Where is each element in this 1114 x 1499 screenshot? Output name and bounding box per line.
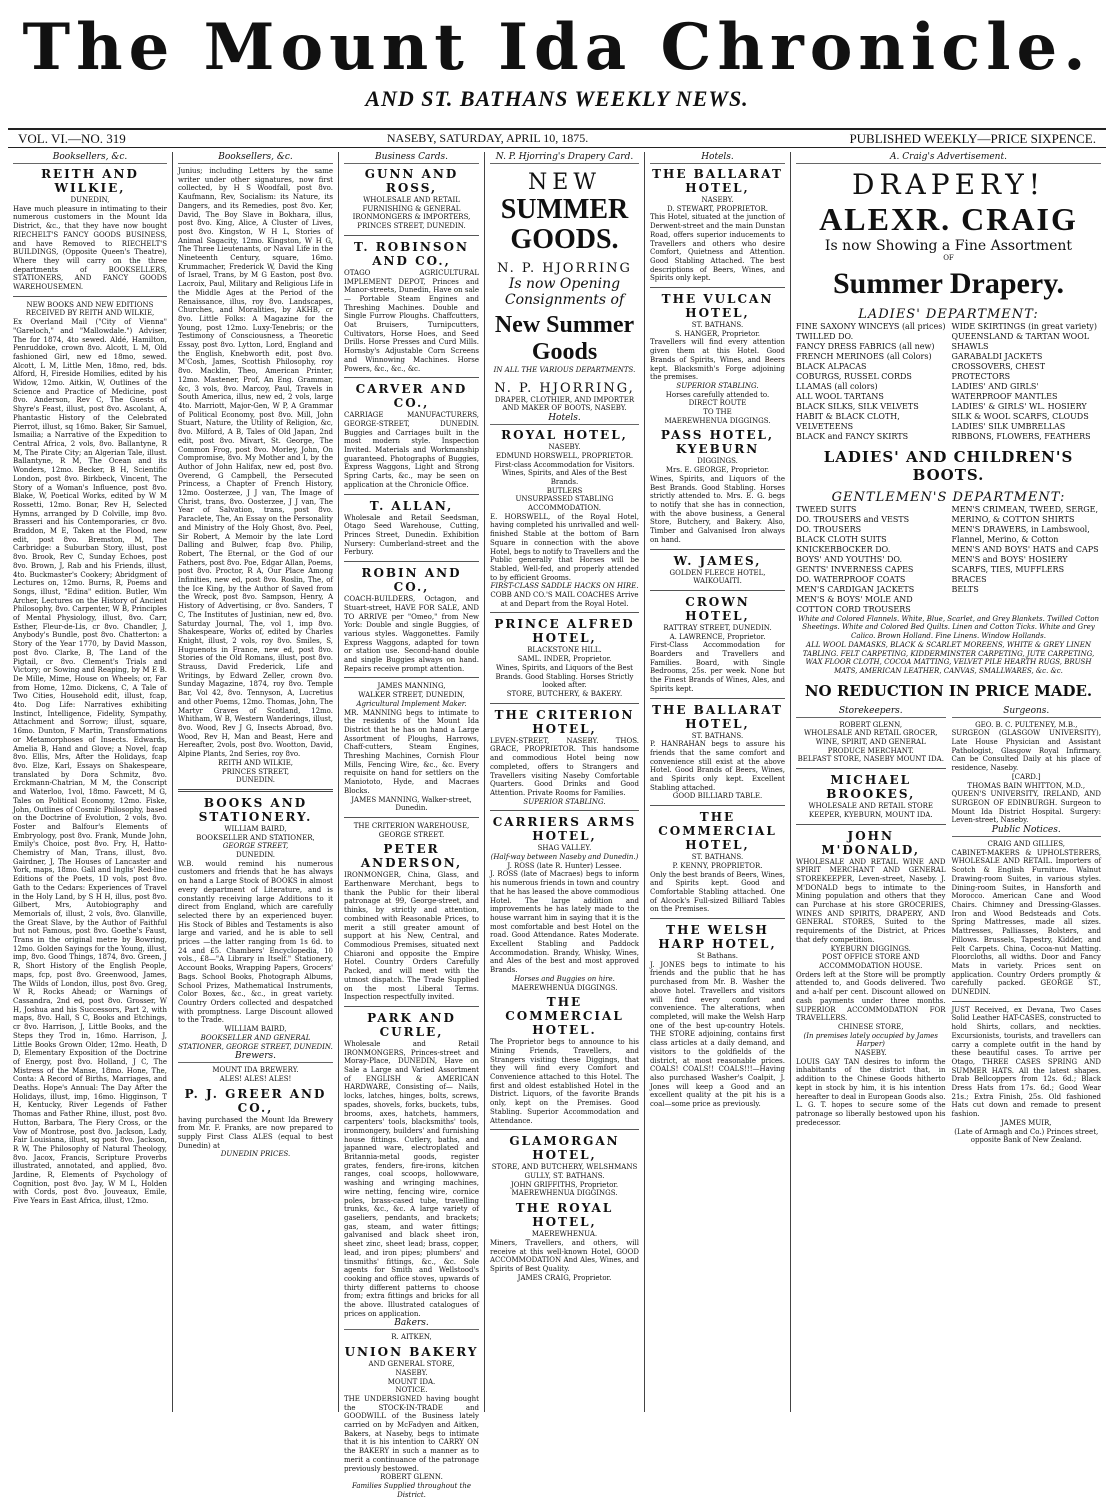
ad-body: Travellers will find every attention given them at this Hotel. Good Brands of Spirits, Wines, and Beers kept. Blacksmith's Forge adjoining the premises. — [650, 338, 785, 382]
advertiser-name: THE COMMERCIAL HOTEL. — [505, 995, 624, 1038]
department-heading: LADIES' DEPARTMENT: — [858, 306, 1039, 322]
advertiser-place: ST. BATHANS. — [691, 321, 744, 330]
advertiser-name: CRAIG AND GILLIES, — [987, 840, 1066, 849]
column-1 — [8, 152, 173, 1412]
advertiser-name: R. AITKEN, — [391, 1333, 432, 1342]
ad-footer: STORE, BUTCHERY, & BAKERY. — [506, 689, 623, 698]
ad-body: Orders left at the Store will be promptly attended to, and Goods delivered. Two and a-half per cent. Discount allowed on cash payments under three months. SUPERIOR ACCOMMODATION FOR TRAVELLERS. — [796, 970, 946, 1023]
ad-body: IRONMONGER, China, Glass, and Earthenware Merchant, begs to thank the Public for their liberal patronage at 99, George-street, and thinks, by strictly and attention, combined with Reasonable Prices, to merit a still greater amount of support at his New, Central, and Commodious Premises, situated next Chiaroni and opposite the Empire Hotel. Country Orders Carefully Packed, and will meet with the utmost dispatch. The Trade Supplied on the most Liberal Terms. Inspection respectfully invited. — [344, 871, 479, 1002]
ad-body: having purchased the Mount Ida Brewery from Mr. F. Franks, are now prepared to supply First Class ALES (equal to best Dunedin) at — [178, 1115, 333, 1150]
ad-body: The Proprietor begs to announce to his Mining Friends, Travellers, and Strangers visiting these Diggings, that they will find every Comfort and Convenience attached to this Hotel. The first and oldest established Hotel in the District. Liquors, of the favorite Brands only, kept on the Premises. Good Stabling. Superior Accommodation and Attendance. — [490, 1038, 639, 1125]
ad-body: QUEEN'S UNIVERSITY, IRELAND, AND SURGEON OF EDINBURGH. Surgeon to Mount Ida District Hospital. Surgery: Leven-street, Naseby. — [951, 790, 1101, 825]
advertiser-street: PRINCES STREET, — [221, 767, 290, 776]
ad-body: ALL WOOL DAMASKS, BLACK & SCARLET MOREENS, WHITE & GREY LINEN TABLING. FELT CARPETING, KIDDERMINSTER CARPETING, JUTE CARPETING, WAX FLOOR CLOTH, COCOA MATTING, VELVET PILE HEARTH RUGS, BRUSH MATS, AMERICAN LEATHER, CANVAS, SMALLWARES, &c. &c. — [802, 640, 1095, 675]
advertiser-name: CROWN HOTEL, — [685, 594, 750, 623]
ad-subheading: Is now Showing a Fine Assortment — [824, 238, 1073, 254]
section-heading: Storekeepers. — [796, 706, 946, 718]
section-heading: Hotels. — [650, 152, 785, 164]
ad-title: BOOKS AND STATIONERY. — [198, 795, 313, 824]
advertiser-name: PETER ANDERSON, — [360, 842, 463, 871]
ad-footer: GOOD BILLIARD TABLE. — [672, 792, 763, 801]
advertiser-name: PASS HOTEL, KYEBURN — [660, 428, 775, 457]
advertiser-name: W. JAMES, — [673, 553, 762, 568]
advertiser-signature: WILLIAM BAIRD, — [224, 1025, 287, 1034]
section-heading: Booksellers, &c. — [178, 152, 333, 164]
storekeepers-column — [796, 706, 946, 1145]
ad-body: CABINET-MAKERS & UPHOLSTERERS, WHOLESALE AND RETAIL. Importers of Scotch & English Furniture. Walnut Drawing-room Suites, in various styles. Dining-room Suites, in Hansforth and Morocco. American Cane and Wood Chairs. Chimney and Dressing-Glasses. Iron and Wood Bedsteads and Cots. Spring Mattresses, made all sizes. Mattresses, Palliasses, Bolsters, and Pillows. Brussels, Tapestry, Kidder, and Felt Carpets. China, Cocoa-nut Matting. Floorcloths, all widths. Door and Fancy Mats in variety. Prices sent on application. Country Orders promptly & carefully packed. GEORGE ST., DUNEDIN. — [951, 848, 1101, 997]
ad-subheading: OF — [943, 254, 954, 262]
ad-body: This Hotel, situated at the junction of Derwent-street and the main Dunstan Road, offers superior inducements to Travellers and others who desire Comfort, Quietness and Attention. Good Stabling Attached. The best descriptions of Beers, Wines, and Spirits only kept. — [650, 213, 785, 283]
notice-title: NOTICE. — [395, 1386, 428, 1395]
advertiser-place: ST. BATHANS. — [691, 731, 744, 740]
ad-body: STORE, AND BUTCHERY, WELSHMANS GULLY, ST. BATHANS. — [491, 1163, 638, 1180]
advertiser-trade: DRAPER, CLOTHIER, AND IMPORTER AND MAKER OF BOOTS, NASEBY. — [494, 395, 635, 413]
advertiser-name: THE CRITERION HOTEL, — [494, 707, 635, 736]
advertiser-street: WALKER STREET, DUNEDIN, — [358, 691, 465, 700]
ad-body: P. HANRAHAN begs to assure his friends that the same comfort and convenience still exist at the above Hotel. Good Brands of Beers, Wines, and Spirits only kept. Excellent Stabling attached. — [650, 740, 785, 792]
newspaper-subtitle: AND ST. BATHANS WEEKLY NEWS. — [365, 86, 749, 111]
advertiser-signature: ROBERT GLENN. — [380, 1473, 443, 1482]
advertiser-name: ROBERT GLENN, — [839, 720, 903, 729]
headline-drapery: DRAPERY! — [852, 168, 1045, 201]
advertiser-name: THE WELSH HARP HOTEL, — [658, 923, 777, 952]
proprietor: S. HANGER, Proprietor. — [674, 329, 760, 338]
advertiser-place: RATTRAY STREET, DUNEDIN. — [663, 623, 772, 632]
ad-body: LOUIS GAY TAN desires to inform the inhabitants of the district that, in addition to the Chinese Goods hitherto kept in stock by him, it is his intention hereafter to deal in European Goods also. L. G. T. hopes to secure some of the patronage so liberally bestowed upon his predecessor. — [796, 1057, 946, 1127]
item-list-left: TWEED SUITS DO. TROUSERS and VESTS DO. TROUSERS BLACK CLOTH SUITS KNICKERBOCKER DO. BOYS' AND YOUTHS' DO. GENTS' INVERNESS CAPES DO. WATERPROOF COATS MEN'S CARDIGAN JACKETS MEN'S & BOYS' MOLE AND COTTON CORD TROUSERS — [796, 504, 915, 614]
ad-footer: DUNEDIN PRICES. — [220, 1150, 291, 1159]
advertiser-name: CARVER AND CO., — [355, 382, 468, 411]
proprietor: EDMUND HORSWELL, PROPRIETOR. — [495, 451, 634, 460]
advertiser-name: PARK AND CURLE, — [367, 1010, 456, 1039]
advertiser-name: GEO. B. C. PULTENEY, M.B., — [975, 720, 1078, 729]
section-heading: Booksellers, &c. — [13, 152, 167, 164]
advertiser-street: GEORGE STREET, — [222, 842, 289, 851]
item-list-left: FINE SAXONY WINCEYS (all prices) TWILLED DO. FANCY DRESS FABRICS (all new) FRENCH MERINOES (all Colors) BLACK ALPACAS COBURGS, RUSSEL CORDS LLAMAS (all colors) ALL WOOL TARTANS BLACK SILKS, SILK VELVETS HABIT & BLACK CLOTH, VELVETEENS BLACK and FANCY SKIRTS — [796, 321, 946, 441]
advertiser-city: DUNEDIN. — [235, 776, 276, 785]
advertiser-name: CARRIERS ARMS HOTEL, — [492, 815, 637, 844]
ad-body: First-Class Accommodation for Boarders and Travellers and Families. Board, with Single Bedrooms, 25s. per week. None but the Finest Brands of Wines, Ales, and Spirits kept. — [650, 641, 785, 693]
advertiser-place: WAIKOUAITI. — [693, 577, 742, 586]
ad-title: MOUNT IDA BREWERY. — [212, 1066, 299, 1075]
ad-subheading: KYEBURN DIGGINGS. — [830, 944, 911, 953]
advertiser-place: St Bathans. — [697, 952, 738, 961]
ad-subheading: BUTLERS — [546, 486, 583, 495]
ad-body: E. HORSWELL, of the Royal Hotel, having completed his unrivalled and well-finished Stable at the bottom of Barn Square in connection with the above Hotel, begs to notify to Travellers and the Public generally that Horses will be Stabled, Well-fed, and properly attended to by efficient Grooms. — [490, 512, 639, 582]
advertiser-name: JOHN M'DONALD, — [821, 828, 921, 857]
department-heading: GENTLEMEN'S DEPARTMENT: — [831, 489, 1066, 505]
ad-subheading: TO THE — [703, 408, 732, 417]
advertiser-name: WILLIAM BAIRD, — [224, 824, 287, 833]
column-6 — [791, 152, 1106, 1412]
advertiser-trade: BOOKSELLER AND STATIONER, — [196, 833, 315, 842]
advertiser-name: POST OFFICE STORE AND ACCOMMODATION HOUSE. — [819, 953, 923, 970]
ad-body: WHOLESALE AND RETAIL FURNISHING & GENERAL IRONMONGERS & IMPORTERS, PRINCES STREET, DUNEDIN. — [352, 196, 471, 231]
advertiser-name: ROBIN AND CO., — [361, 566, 462, 595]
ad-footer: Families Supplied throughout the District. — [351, 1481, 472, 1499]
advertiser-name: MICHAEL BROOKES, — [826, 773, 916, 802]
advertiser-name: P. J. GREER AND CO., — [184, 1086, 327, 1115]
headline-new-summer-goods: New Summer Goods — [494, 312, 635, 365]
advertiser-name: GUNN AND ROSS, — [364, 167, 459, 195]
advertiser-name: THE ROYAL HOTEL, — [515, 1201, 614, 1230]
ad-body: White and Colored Flannels. White, Blue, Scarlet, and Grey Blankets. Twilled Cotton Sheetings. White and Colored Bed Quilts. Linen and Cotton Ticks. White and Grey Calico. Brown Holland. Fine Linens. Window Hollands. — [798, 614, 1099, 641]
advertiser-place: DUNEDIN, — [70, 196, 110, 204]
advertiser-name: THE VULCAN HOTEL, — [661, 292, 774, 321]
advertiser-place: GOLDEN FLEECE HOTEL, — [669, 568, 766, 577]
advertiser-name: REITH AND WILKIE, — [41, 167, 139, 195]
advertiser-name: N. P. HJORRING, — [494, 380, 635, 396]
ad-subheading: SUPERIOR STABLING. — [676, 381, 759, 390]
advertiser-name: T. ALLAN, — [369, 498, 454, 513]
advertiser-place: NASEBY. — [548, 443, 581, 452]
ad-body: COBB AND CO.'S MAIL COACHES Arrive at and Depart from the Royal Hotel. — [490, 591, 639, 608]
advertiser-place: NASEBY. — [395, 1368, 428, 1377]
surgeons-column — [952, 706, 1102, 1145]
ad-subheading: (Half-way between Naseby and Dunedin.) — [490, 853, 639, 862]
ad-body: JUST Received, ex Devana, Two Cases Solid Leather HAT-CASES, constructed to hold Shirts, collars, and neckties. Excursionists, tourists, and travellers can carry a complete outfit in the hand by these beautiful cases. To arrive per Otago, THREE CASES SPRING AND SUMMER HATS. All the latest shapes. Drab Bellcoppers from 12s. 6d.; Black Dress Hats from 17s. 6d.; Good Wear 21s.; Extra Finish, 25s. Old fashioned Hats cut down and remade to present fashion. — [951, 1005, 1101, 1119]
ad-footer: SUPERIOR STABLING. — [523, 797, 606, 806]
advertiser-signature-detail: (Late of Armagh and Co.) Princes street, opposite Bank of New Zealand. — [954, 1127, 1099, 1145]
column-4 — [485, 152, 645, 1412]
ad-subheading: ALES! ALES! ALES! — [219, 1074, 292, 1083]
proprietor: P. KENNY, PROPRIETOR. — [672, 861, 763, 870]
advertiser-place: MOUNT IDA. — [387, 1377, 436, 1386]
ad-body: Miners, Travellers, and others, will receive at this well-known Hotel, GOOD ACCOMMODATION And Ales, Wines, and Spirits of Best Quality. — [490, 1238, 639, 1273]
book-list: Ex Overland Mail ("City of Vienna" "Gareloch," and "Mallowdale.") Adviser, The for 1874, 4to sewed. Aldé, Hamilton, Penruddoke, crown 8vo. Alcott, L M, Old fashioned Girl, new ed 18mo, sewed. Alcott, L M, Little Men, 18mo, red, bds. Alford, H, Fireside Homilies, edited by his Widow, 12mo. Aitkin, W, Outlines of the Science and Practice of Medicine, post 8vo. Anderson, Rev C, The Guests of Shyre's Feast, illust, post 8vo. Ascolant, A, Phantastic History of the Celebrated Pierrot, illust, sq 16mo. Baker, Sir Samuel, Ismailia; a Narrative of the Expedition to Central Africa, 2 vols, 8vo. Ballantyne, R M, The Pirate City; an Algerian Tale, illust. Ballantyne, R M, The Ocean and its Wonders, 12mo. Becker, B H, Scientific London, post 8vo. Birkbeck, Vincent, The Story of a Woman's Influence, post 8vo. Blake, W, Poetical Works, edited by W M Rossetti, 12mo. Bonar, Rev H, Selected Hymns, arranged by D Colville, imp 8vo. Brasseri and his Contemporaries, cr 8vo. Braddon, M E, Taken at the Flood, new edit, post 8vo. Bremston, M, The Carbridge: a Suburban Story, illust, post 8vo. Brook, Rev C, Sunday Echoes, post 8vo. Brown, J, Rab and his Friends, illust, 4to. Buckmaster's Cookery; Abridgment of Lectures on, 12mo. Burns, R, Poems and Songs, illust, "Edina" edition. Butler, Wm Archer, Lectures on the History of Ancient Philosophy, 8vo. Carpenter, W B, Principles of Mental Physiology, illust, 8vo. Carr, Esther, Fleur-de-Lis, cr 8vo. Chandler, J, Anybody's Bundle, post 8vo. Chatterton: a Story of the Year 1770, by David Masson, post 8vo. Clarke, B, The Land of the Pigtail, cr 8vo. Clement's Trials and Victory; or Sowing and Reaping, by M E B. De Mille, Mime, House on Wheels; or, Far from Home, 12mo. Dickens, C, A Tale of Two Cities, Household edit, illust, fcap, 4to. Dog Life: Narratives exhibiting Instinct, Intelligence, Fidelity, Sympathy, Attachment and Sorrow; illust, square, 16mo. Dunton, F Martin, Transformations or Metamorphoses of Insects. Edwards, Amelia B, Hand and Glove; a Novel, fcap 8vo. Ellis, Mrs, After the Holidays, fcap 8vo. Elze, Karl, Essays on Shakespeare, translated by Dora Schmitz, 8vo. Erckmann-Chatrian, M M, the Conscript and Waterloo, 1vol, 18mo. Fawcett, M G, Tales on Political Economy, 12mo. Fiske, John, Outlines of Cosmic Philosophy, based on the Doctrine of Evolution, 2 vols, 8vo. Foster and Balfour's Elements of Embryology, post 8vo. Frank, Munde John, Emily's Choice, post 8vo. Fry, H, Hatto-Chemistry of Man, Trans, illust, 8vo. Gairdner, J, The Houses of Lancaster and York, maps, 18mo. Gall and Inglis' Red-line Editions of the Poets, 1D vols, post 8vo. Gath to the Cedars: Experiences of Travel in the Holy Land, by S H H, illus, post 8vo. Gilbert, Mrs, Autobiography and Memorials of, illust, 2 vols, 8vo. Glanville, the Great Slave, by the Author of Faithful but not Famous, post 8vo. Goethe's Faust, Trans in the original metre by Bowring, 12mo. Golden Sayings for the Young, illust, imp, 8vo. Good Things, 1874, 8vo. Green, J R, Short History of the English People, maps, fcp, post 8vo. Greenwood, James, The Wilds of London, illus, post 8vo. Greg, W R, Rocks Ahead; or Warnings of Cassandra, 2nd ed, post 8vo. Grosser, W H, Joshua and his Successors, Part 2, with maps, 8vo. Hall, S C, Books and Etchings, cr 8vo. Harrison, J, Little Books, and the Steps they Trod in, 16mo. Harrison, J, Little Books Grown Older, 12mo. Heath, D D, Elementary Exposition of the Doctrine of Energy, post 8vo. Holland, J C, The Mistress of the Manse, 18mo. Hone, The, Conta: A Record of Births, Marriages, and Deaths. Hope's Annual: The Day After the Holidays, illust, imp, 16mo. Higginson, T H, Kentucky, River Legends of Father Thomas and Father Rhine, illust, post 8vo. Hutton, Barbara, The Fiery Cross, or the Vow of Montrose, post 8vo. Jackson, Lady, Fair Louisiana, illust, sq post 8vo. Jackson, R W, The Philosophy of Natural Theology, 8vo. Jacox, Francis, Scripture Proverbs illustrated, annotated, and applied, 8vo. Jardine, R, Elements of Psychology of Cognition, post 8vo. Jay, W M L, Holden with Cords, post 8vo. Jouveaux, Emile, Five Years in East Africa, illust, 12mo. — [13, 318, 167, 1206]
advertiser-place: SHAG VALLEY. — [537, 844, 592, 853]
column-3 — [339, 152, 485, 1499]
ad-body: OTAGO AGRICULTURAL IMPLEMENT DEPOT, Princes and Manor-streets, Dunedin, Have on sale— Portable Steam Engines and Threshing Machines. Double and Single Furrow Ploughs. Chaffcutters, Oat Bruisers, Turnipcutters, Cultivators, Horse Hoes, and Seed Drills. Horse Presses and Curd Mills. Hornsby's Adjustable Corn Screens and Winnowing Machines. Horse Powers, &c., &c., &c. — [344, 268, 479, 373]
ad-subheading: UNSURPASSED STABLING ACCOMMODATION. — [515, 495, 614, 513]
section-heading: N. P. Hjorring's Drapery Card. — [490, 152, 639, 164]
advertiser-place: DIGGINGS. — [697, 457, 738, 466]
proprietor: JAMES CRAIG, Proprietor. — [517, 1273, 612, 1282]
ad-body: WHOLESALE AND RETAIL GROCER, WINE, SPIRIT, AND GENERAL PRODUCE MERCHANT. — [803, 729, 938, 755]
advertiser-place: MAEREWHENUA. — [531, 1230, 598, 1239]
ad-body: CARRIAGE MANUFACTURERS, GEORGE-STREET, DUNEDIN. Buggies and Carriages built in the most modern style. Inspection Invited. Materials and Workmanship guaranteed. Photographs of Buggies, Express Waggons, Light and Strong Spring Carts, &c., may be seen on application at the Chronicle Office. — [344, 411, 479, 489]
proprietor: A. LAWRENCE, Proprietor. — [669, 632, 766, 641]
proprietor: JOHN GRIFFITHS, Proprietor. — [510, 1180, 619, 1189]
advertiser-signature: JAMES MANNING, Walker-street, Dunedin. — [351, 795, 472, 813]
ad-subheading: LADIES' AND CHILDREN'S BOOTS. — [823, 447, 1074, 484]
ad-body: COACH-BUILDERS, Octagon, and Stuart-street, HAVE FOR SALE, AND TO ARRIVE per "Omeo," from New York: Double and single Buggies, of various styles. Waggonettes. Family Express Waggons, adapted for town or station use. Second-hand double and single Buggies always on hand. Repairs receive prompt attention. — [344, 595, 479, 673]
section-heading: Brewers. — [178, 1051, 333, 1063]
item-list-right: WIDE SKIRTINGS (in great variety) QUEENSLAND & TARTAN WOOL SHAWLS GARABALDI JACKETS CROSSOVERS, CHEST PROTECTORS LADIES' AND GIRLS' WATERPROOF MANTLES LADIES' & GIRLS' WL. HOSIERY SILK & WOOL SCARFS, CLOUDS LADIES' SILK UMBRELLAS RIBBONS, FLOWERS, FEATHERS — [951, 321, 1097, 441]
volume-number: VOL. VI.—NO. 319 — [18, 130, 126, 146]
ad-subheading: MAEREWHENUA DIGGINGS. — [511, 983, 618, 992]
ad-subheading: IN ALL THE VARIOUS DEPARTMENTS. — [493, 366, 636, 374]
advertiser-name: ALEXR. CRAIG — [819, 201, 1078, 237]
ad-title: UNION BAKERY — [344, 1345, 479, 1360]
ad-body: First-class Accommodation for Visitors. Wines, Spirits, and Ales of the Best Brands. — [494, 460, 635, 486]
ad-body: WHOLESALE AND RETAIL WINE AND SPIRIT MERCHANT AND GENERAL STOREKEEPER, Leven-street, Naseby. J. M'DONALD begs to intimate to the Mining population and others that they can Purchase at his store GROCERIES, WINES AND SPIRITS, DRAPERY, AND GENERAL STORES, Suited to the requirements of the District, at Prices that defy competition. — [796, 857, 946, 944]
advertiser-trade: Agricultural Implement Maker. — [356, 699, 467, 708]
ad-subheading: (In premises lately occupied by James Harper) — [803, 1031, 939, 1049]
section-heading: Public Notices. — [952, 825, 1102, 837]
dateline — [8, 128, 1106, 148]
advertiser-place: BELFAST STORE, NASEBY MOUNT IDA. — [797, 755, 944, 764]
proprietor: D. STEWART, PROPRIETOR. — [666, 204, 768, 213]
advertiser-name: THE BALLARAT HOTEL, — [652, 167, 783, 195]
ad-body: MR. MANNING begs to intimate to the residents of the Mount Ida District that he has on hand a Large Assortment of Ploughs, Harrows, Chaff-cutters, Steam Engines, Threshing Machines, Cornish Flour Mills, Fencing Wire, &c., &c. Every requisite on hand for settlers on the Maniototo, Hyde, and Macraes Blocks. — [344, 708, 479, 795]
section-heading: Hotels. — [490, 413, 639, 425]
ad-body: Only the best brands of Beers, Wines, and Spirits kept. Good and Comfortable Stabling attached. One of Alcock's Full-sized Billiard Tables on the Premises. — [650, 870, 785, 914]
advertiser-signature-detail: BOOKSELLER AND GENERAL STATIONER, GEORGE STREET, DUNEDIN. — [178, 1033, 333, 1051]
ad-body: Wholesale and Retail Seedsman, Otago Seed Warehouse, Cutting, Princes Street, Dunedin. Exhibition Nursery: Cumberland-street and the Ferbury. — [344, 513, 479, 557]
advertiser-name: REITH AND WILKIE, — [217, 758, 294, 767]
ad-body: J. JONES begs to intimate to his friends and the public that he has purchased from Mr. B. Washer the above hotel. Travellers and visitors will find every comfort and convenience. The alterations, when completed, will make the Welsh Harp one of the best up-country Hotels. THE STORE adjoining, contains first class articles at a daily demand, and visitors to the goldfields of the district, at most reasonable prices. COALS! COALS!! COALS!!!—Having also purchased Washer's Coalpit, J. Jones will keep a Good and an excellent quality at the pit his is a coal—some price as previously. — [650, 960, 785, 1109]
sub-columns — [796, 706, 1101, 1145]
section-heading: Surgeons. — [952, 706, 1102, 718]
section-heading: Business Cards. — [344, 152, 479, 164]
headline-summer-drapery: Summer Drapery. — [832, 266, 1065, 300]
ad-subheading: AND GENERAL STORE, — [368, 1360, 455, 1369]
proprietor: J. ROSS (late R. Hunter) Lessee. — [507, 861, 622, 870]
newspaper-title: The Mount Ida Chronicle. — [22, 10, 1092, 85]
advertiser-name: GLAMORGAN HOTEL, — [509, 1134, 620, 1163]
price-line: PUBLISHED WEEKLY—PRICE SIXPENCE. — [849, 130, 1096, 146]
columns — [8, 152, 1106, 1499]
ad-subheading: Is now Opening Consignments of — [504, 276, 625, 308]
item-list-right: MEN'S CRIMEAN, TWEED, SERGE, MERINO, & COTTON SHIRTS MEN'S DRAWERS, in Lambswool, Flannel, Merino, & Cotton MEN'S AND BOYS' HATS and CAPS MEN'S and BOYS' HOSIERY SCARFS, TIES, MUFFLERS BRACES BELTS — [951, 504, 1099, 594]
column-5 — [645, 152, 791, 1412]
advertiser-signature: JAMES MUIR, — [1001, 1118, 1052, 1127]
ad-body: Have much pleasure in intimating to their numerous customers in the Mount Ida District, &c., that they have now bought RIECHELT'S FANCY GOODS BUSINESS, and have Removed to RIECHELT'S BUILDINGS, (Opposite Queen's Theatre), Where they will carry on the three departments of BOOKSELLERS, STATIONERS, AND FANCY GOODS WAREHOUSEMEN. — [13, 204, 167, 292]
ad-body: Wines, Spirits, and Liquors of the Best Brands. Good Stabling. Horses strictly attended to. Mrs. E. G. begs to notify that she has in connection, with the above business, a General Store, Butchery, and Bakery. Also, Timber and Galvanised Iron always on hand. — [650, 474, 785, 544]
advertiser-place: NASEBY. — [854, 1049, 887, 1058]
advertiser-name: PRINCE ALFRED HOTEL, — [494, 617, 635, 646]
ad-subheading: [CARD.] — [1011, 772, 1041, 781]
ad-subheading: NEW BOOKS AND NEW EDITIONS RECEIVED BY REITH AND WILKIE, — [25, 300, 155, 318]
headline-new: NEW — [528, 170, 601, 195]
ad-body: Wholesale and Retail IRONMONGERS, Princes-street and Moray-Place, DUNEDIN, Have on Sale a Large and Varied Assortment of ENGLISH & AMERICAN HARDWARE, Consisting of— Nails, locks, latches, hinges, bolts, screws, spades, shovels, forks, buckets, tubs, brooms, axes, hatchets, hammers, carpenters' tools, blacksmiths' tools, ironmongery, builders' and furnishing house fittings. Cutlery, baths, and japanned ware, electroplated and Britannia-metal goods, register grates, fenders, fire-irons, kitchen ranges, coal scoops, hollowware, washing and wringing machines, wire netting, fencing wire, cornice poles, brass-cased tube, travelling trunks, &c., &c. A large variety of gaseliers, pendants, and brackets; gas, steam, and water fittings; galvanised and black sheet iron, sheet zinc, sheet lead; brass, copper, lead, and iron pipes; plumbers' and tinsmiths' fittings, &c., &c. Sole agents for Smith and Wellstood's cooking and office stoves, upwards of thirty different patterns to choose from; extra fittings and bricks for all the above. Illustrated catalogues of prices on application. — [344, 1039, 479, 1318]
section-heading: Bakers. — [344, 1318, 479, 1330]
masthead — [0, 12, 1114, 112]
advertiser-place: BLACKSTONE HILL. — [527, 646, 602, 655]
proprietor: SAML. INDER, Proprietor. — [517, 655, 612, 664]
ad-footer: Horses and Buggies on hire. — [514, 974, 615, 983]
advertiser-name: N. P. HJORRING — [497, 261, 632, 276]
advertiser-name: JAMES MANNING, — [377, 682, 446, 691]
section-heading: A. Craig's Advertisement. — [796, 152, 1101, 164]
ad-subheading: DIRECT ROUTE — [688, 399, 747, 408]
ad-body: LEVEN-STREET, NASEBY. THOS. GRACE, PROPRIETOR. This handsome and commodious Hotel being now completed, offers to Strangers and Travellers visiting Naseby Comfortable Quarters. Good Drinks and Good Attention. Private Rooms for Families. — [490, 736, 639, 797]
advertiser-place: ST. BATHANS. — [691, 853, 744, 862]
ad-body: THE UNDERSIGNED having bought the STOCK-IN-TRADE and GOODWILL of the Business lately carried on by McFadyen and Aitken, Bakers, at Naseby, begs to intimate that it is his intention to CARRY ON the BAKERY in such a manner as to merit a continuance of the patronage previously bestowed. — [344, 1394, 479, 1473]
advertiser-name: THOMAS BAIN WHITTON, M.D., — [967, 781, 1086, 790]
proprietor: Mrs. E. GEORGE, Proprietor. — [665, 466, 770, 475]
ad-subheading: MAEREWHENUA DIGGINGS. — [511, 1189, 618, 1198]
ad-subheading: THE CRITERION WAREHOUSE, GEORGE STREET. — [353, 821, 470, 839]
ad-footer: NO REDUCTION IN PRICE MADE. — [804, 681, 1093, 700]
ad-body: Wines, Spirits, and Liquors of the Best Brands. Good Stabling. Horses Strictly looked after. — [495, 663, 634, 690]
ad-footer: Horses carefully attended to. — [665, 390, 770, 399]
advertiser-name: THE BALLARAT HOTEL, — [652, 702, 783, 731]
ad-subheading: MAEREWHENUA DIGGINGS. — [664, 416, 771, 425]
headline-summer-goods: SUMMER GOODS. — [500, 194, 629, 255]
place-and-date: NASEBY, SATURDAY, APRIL 10, 1875. — [386, 131, 589, 145]
advertiser-place: NASEBY. — [701, 196, 734, 204]
column-2 — [173, 152, 339, 1412]
ad-subheading: FIRST-CLASS SADDLE HACKS ON HIRE. — [490, 582, 639, 591]
ad-body: W.B. would remind his numerous customers and friends that he has always on hand a Large Stock of BOOKS in almost every department of Literature, and is constantly receiving large Additions to it direct from England, which are carefully selected there by an experienced buyer. His Stock of Bibles and Testaments is also large and varied, and he is able to sell prices —the latter ranging from 1s 6d. to 24 and £5. Chambers' Encyclopedia, 10 vols., £8—"A Library in Itself." Stationery, Account Books, Wrapping Papers, Grocers' Bags. School Books, Photograph Albums, School Prizes, Mathematical Instruments, Color Boxes, &c., &c., in great variety. Country Orders collected and despatched with promptness. Large Discount allowed to the Trade. — [178, 859, 333, 1025]
advertiser-name: CHINESE STORE, — [838, 1022, 904, 1031]
advertiser-name: T. ROBINSON AND CO., — [354, 239, 469, 268]
ad-body: SURGEON (GLASGOW UNIVERSITY), Late House Physician and Assistant Pathologist, Glasgow Royal Infirmary. Can be Consulted Daily at his place of residence, Naseby. — [951, 729, 1101, 773]
department-items — [796, 322, 1101, 442]
department-items — [796, 505, 1101, 615]
book-list: Junius; including Letters by the same writer under other signatures, now first collected, by H S Woodfall, post 8vo. Kaufmann, Rev, Socialism: its Nature, its Dangers, and its Remedies, post 8vo. Ker, David, The Boy Slave in Bokhara, illus, post 8vo. King, Alice, A Cluster of Lives, post 8vo. Kingston, W H L, Stories of Animal Sagacity, 12mo. Kingston, W H G, The Three Lieutenants, or Naval Life in the Nineteenth Century, square, 16mo. Krummacher, Frederick W, David the King of Israel, Trans, by M G Easton, post 8vo. Lacroix, Paul, Military and Religious Life in the Middle Ages at the Period of the Renaissance, illus, roy 8vo. Landscapes, Churches, and Moralities, by AKHB, cr 8vo. Little Folks: A Magazine for the Young, post 12mo. Luxy-Tenebris; or the Testimony of Consciousness, a Theoretic Essay, post 8vo. Lytton, Lord, England and the English, Knebworth edit, post 8vo. M'Cosh, James, Scottish Philosophy, roy 8vo. Macklin, Theo, American Printer, 12mo. Mastener, Prof, An Eng. Grammar, &c, 3 vols, 8vo. Marcoy, Paul, Travels in South America, illus, new ed, 2 vols, large 4to. Marriott, Major-Gen, W P, A Grammar of Political Economy, post 8vo. Mill, John Stuart, Nature, the Utility of Religion, &c, 8vo. Milford, A B, Tales of Old Japan, 2nd edit, post 8vo. Mivart, St. George, The Common Frog, post 8vo. Morley, John, On Compromise, 8vo. My Mother and I, by the Author of John Halifax, new ed, post 8vo. Overend, G Campbell, the Persecuted Princess, a Chapter of French History, 12mo. Oosterzee, J J van, The Image of Christ, trans, 8vo. Oosterzee, J J van, The Year of Salvation, trans, post 8vo. Paraclete, The, An Essay on the Personality and Ministry of the Holy Ghost, 8vo. Peel, Sir Robert, A Memoir by the late Lord Dalling and Bulwer, fcap 8vo. Philip, Robert, The Eternal, or the God of our Fathers, post 8vo. Poe, Edgar Allan, Poems, post 8vo. Proctor, R A, Our Place Among Infinities, new ed, post 8vo. Roslin, The, of the Ice King, by the Author of Saved from the Wreck, post 8vo. Sampson, Henry, A History of Advertising, cr 8vo. Sanders, T C, The Institutes of Justinian, new ed, 8vo. Saturday Journal, The, vol 1, imp 8vo. Shakespeare, Works of, edited by Charles Knight, illust, 2 vols, roy 8vo. Smiles, S, Huguenots in France, new ed, post 8vo. Stories of the Old Romans, illust, post 8vo. Strauss, David Frederick, Life and Writings, by Edward Zeller, crown 8vo. Sunday Magazine, 1874, roy 8vo. Temple Bar, Vol 42, 8vo. Tennyson, A, Lucretius and other Poems, 12mo. Thomas, John, The Martyr Graves of Scotland, 12mo. Whitham, W B, Western Wanderings, illust, 8vo. Wood, Rev J G, Insects Abroad, 8vo. Wood, Rev H, Man and Beast, Here and Hereafter, 2vols, post 8vo. Wootton, David, Alpine Plants, 2nd Series, roy 8vo. — [178, 167, 333, 759]
ad-body: WHOLESALE AND RETAIL STORE KEEPER, KYEBURN, MOUNT IDA. — [808, 802, 934, 819]
advertiser-name: THE COMMERCIAL HOTEL, — [658, 810, 777, 853]
advertiser-name: ROYAL HOTEL, — [501, 428, 628, 443]
ad-body: J. ROSS (late of Macraes) begs to inform his numerous friends in town and country that he has leased the above commodious Hotel. The large addition and improvements he has lately made to the house warrant him in saying that it is the most comfortable and best Hotel on the road. Good Attendance. Rates Moderate. Excellent Stabling and Paddock Accommodation. Brandy, Whisky, Wines, and Ales of the best and most approved Brands. — [490, 870, 639, 975]
advertiser-city: DUNEDIN. — [235, 851, 276, 860]
